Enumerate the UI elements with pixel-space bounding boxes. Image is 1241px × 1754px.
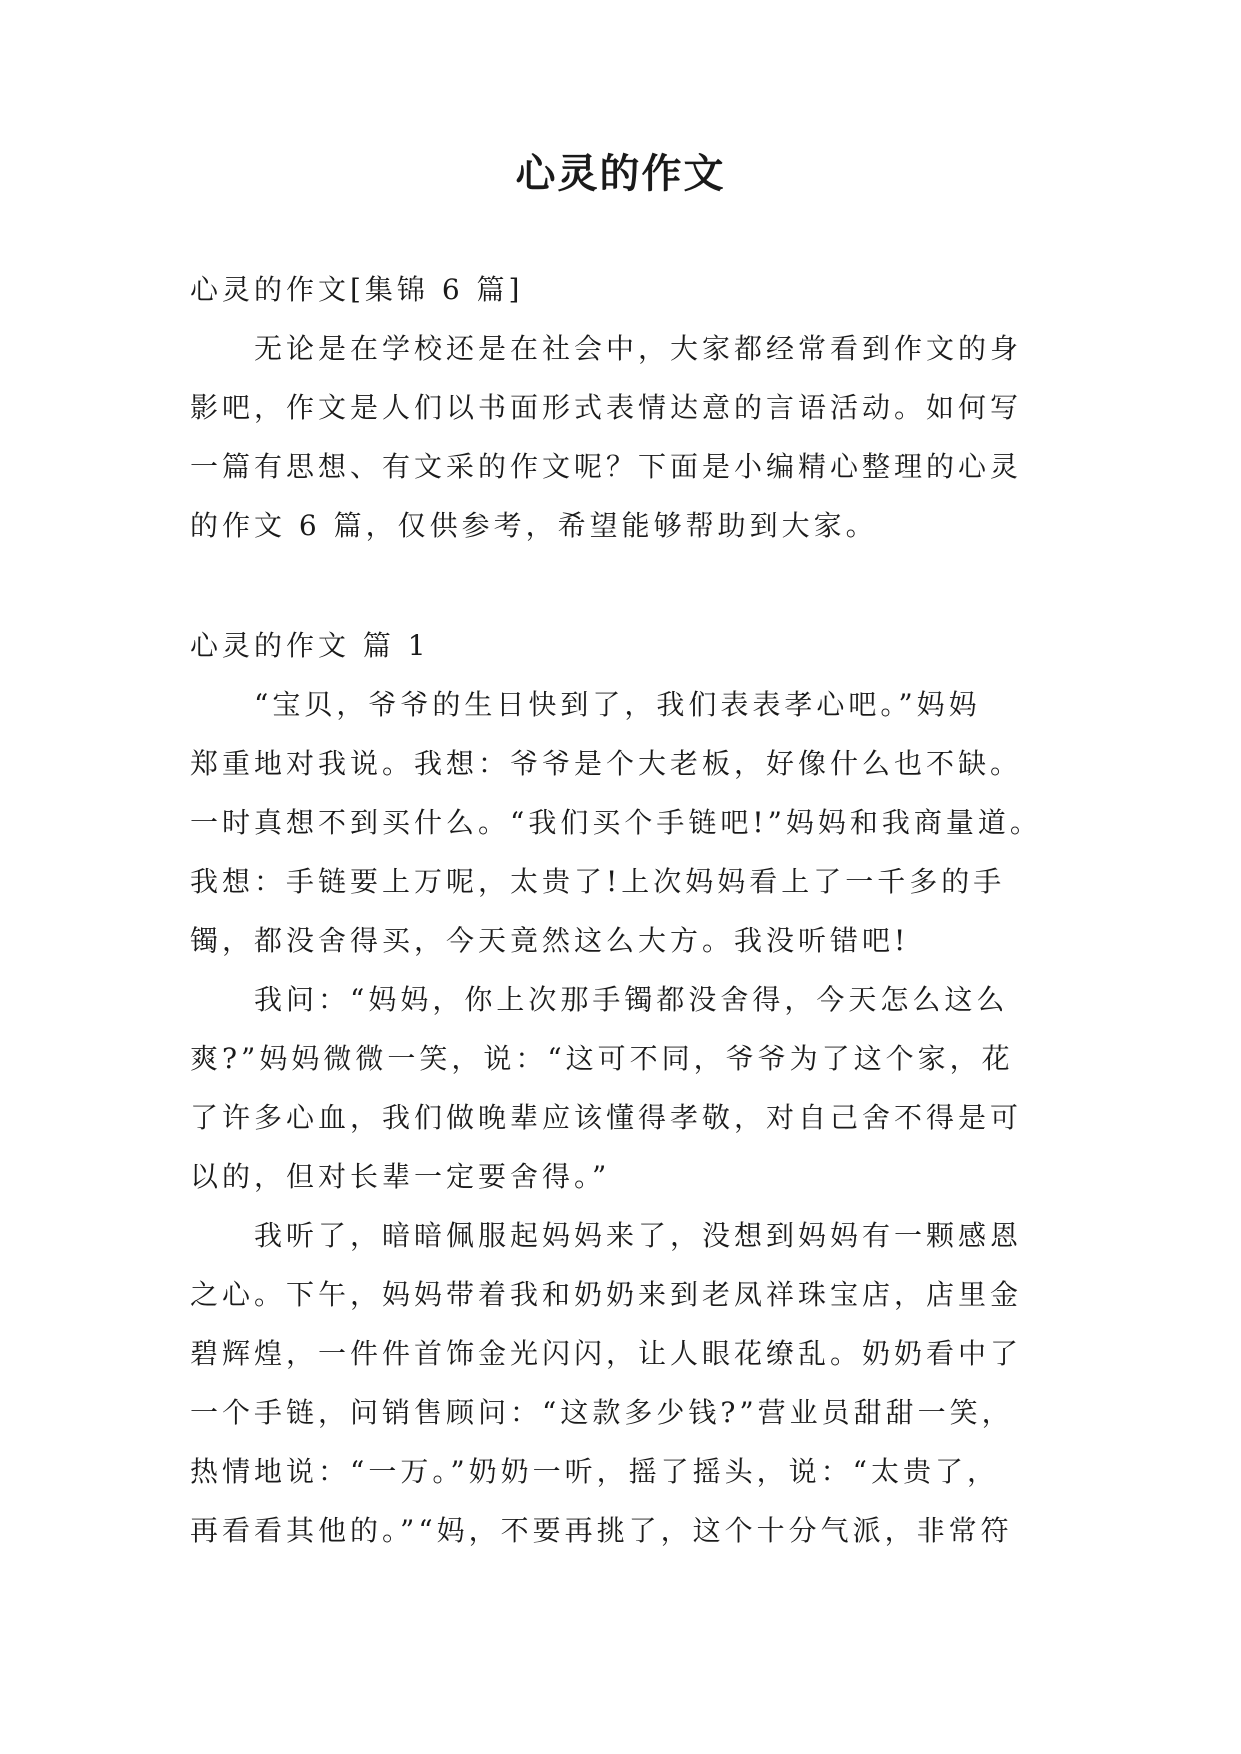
paragraph-line: 一个手链，问销售顾问：“这款多少钱?”营业员甜甜一笑，	[190, 1396, 1014, 1429]
document-body	[190, 260, 1060, 1560]
paragraph-line: 以的，但对长辈一定要舍得。”	[190, 1160, 611, 1193]
paragraph-line: 我问：“妈妈，你上次那手镯都没舍得，今天怎么这么	[254, 983, 1009, 1016]
paragraph-line: 了许多心血，我们做晚辈应该懂得孝敬，对自己舍不得是可	[190, 1101, 1023, 1134]
paragraph-line: 我想：手链要上万呢，太贵了!上次妈妈看上了一千多的手	[190, 865, 1006, 898]
story-paragraph-2	[190, 970, 1060, 1206]
paragraph-line: 热情地说：“一万。”奶奶一听，摇了摇头，说：“太贵了，	[190, 1455, 999, 1488]
paragraph-line: 一时真想不到买什么。“我们买个手链吧!”妈妈和我商量道。	[190, 806, 1042, 839]
document-subtitle: 心灵的作文[集锦 6 篇]	[190, 273, 524, 306]
paragraph-line: 碧辉煌，一件件首饰金光闪闪，让人眼花缭乱。奶奶看中了	[190, 1337, 1023, 1370]
paragraph-line: 爽?”妈妈微微一笑，说：“这可不同，爷爷为了这个家，花	[190, 1042, 1014, 1075]
intro-line: 无论是在学校还是在社会中，大家都经常看到作文的身	[254, 332, 1023, 365]
story-paragraph-3	[190, 1206, 1060, 1560]
paragraph-line: 再看看其他的。”“妈，不要再挑了，这个十分气派，非常符	[190, 1514, 1013, 1547]
intro-line: 一篇有思想、有文采的作文呢？下面是小编精心整理的心灵	[190, 450, 1023, 483]
story-paragraph-1	[190, 675, 1060, 970]
paragraph-line: 镯，都没舍得买，今天竟然这么大方。我没听错吧!	[190, 924, 910, 957]
section-spacer	[190, 555, 1060, 616]
paragraph-line: 我听了，暗暗佩服起妈妈来了，没想到妈妈有一颗感恩	[254, 1219, 1023, 1252]
section-heading: 心灵的作文 篇 1	[190, 629, 430, 662]
paragraph-line: 郑重地对我说。我想：爷爷是个大老板，好像什么也不缺。	[190, 747, 1023, 780]
intro-paragraph	[190, 319, 1060, 555]
paragraph-line: 之心。下午，妈妈带着我和奶奶来到老凤祥珠宝店，店里金	[190, 1278, 1023, 1311]
document-title: 心灵的作文	[515, 150, 726, 197]
intro-line: 影吧，作文是人们以书面形式表情达意的言语活动。如何写	[190, 391, 1023, 424]
intro-line: 的作文 6 篇，仅供参考，希望能够帮助到大家。	[190, 509, 878, 542]
paragraph-line: “宝贝，爷爷的生日快到了，我们表表孝心吧。”妈妈	[254, 688, 981, 721]
